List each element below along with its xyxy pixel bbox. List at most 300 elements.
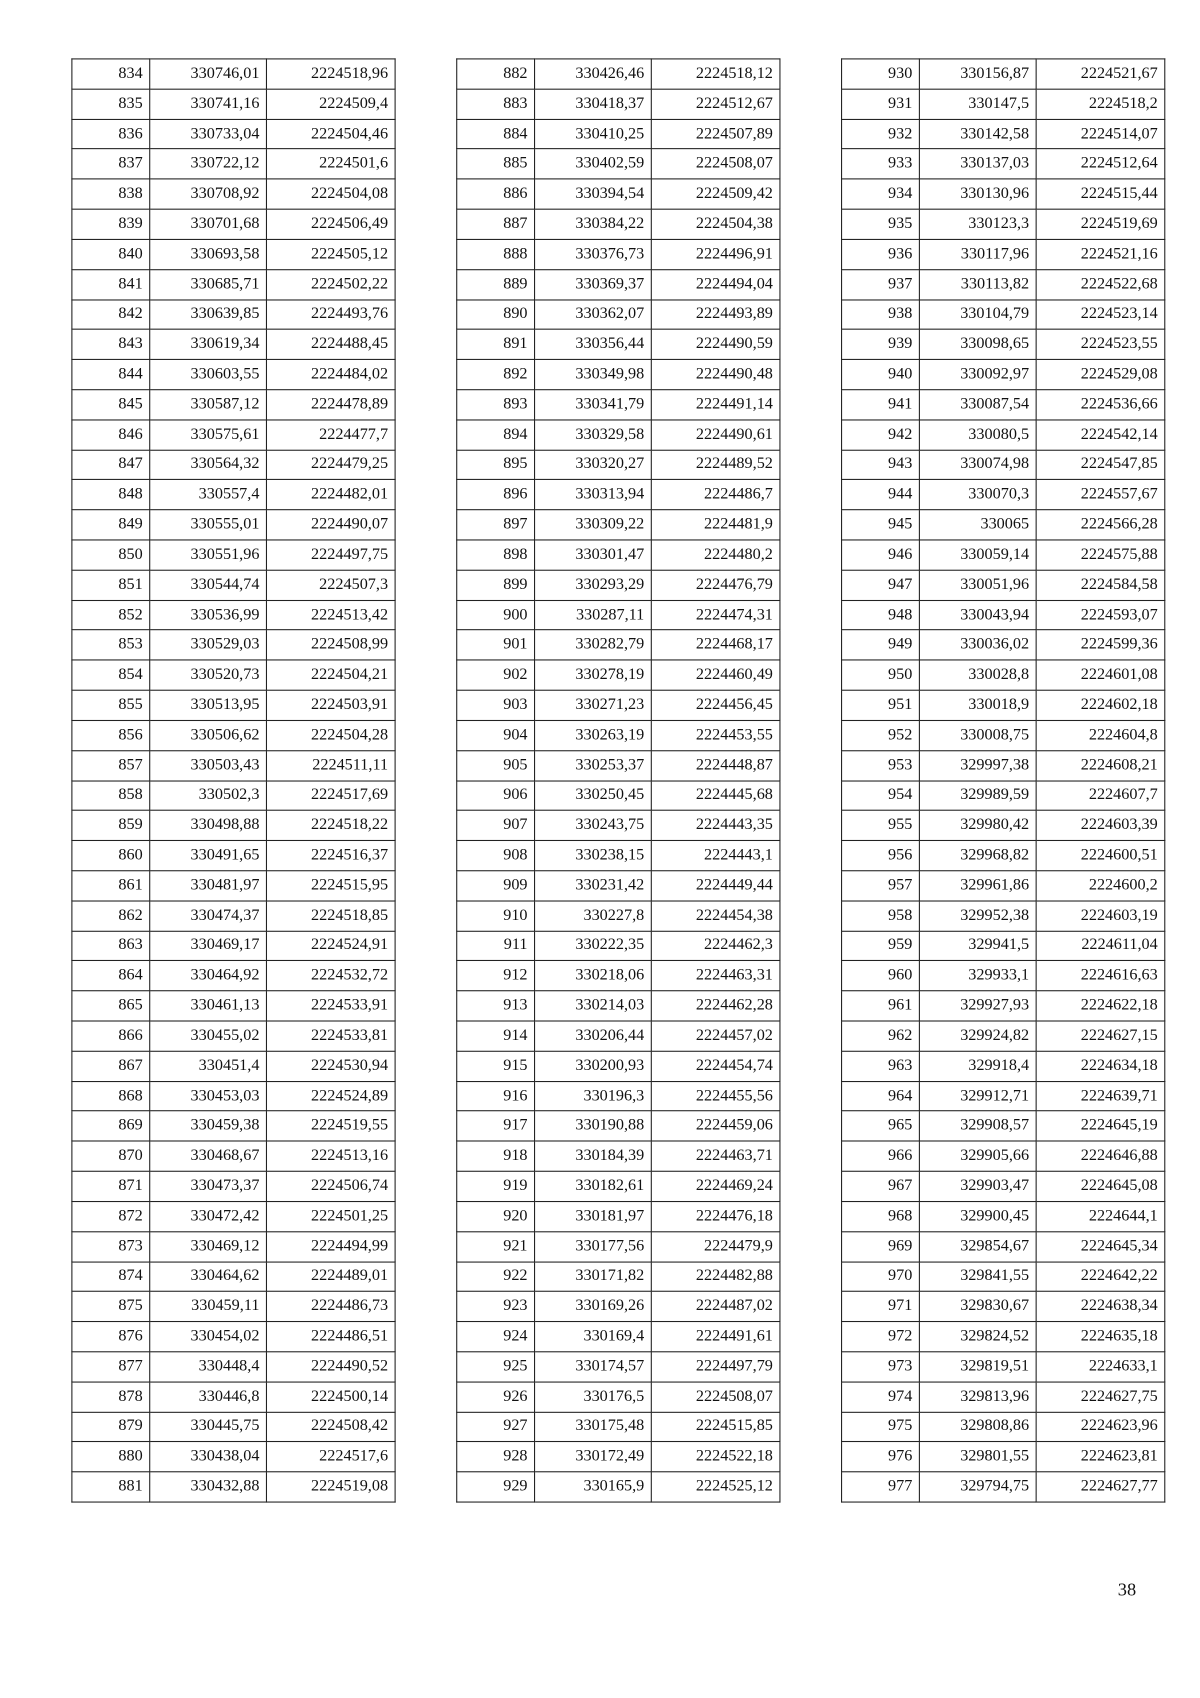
x-coordinate-cell: 330271,23	[535, 690, 652, 720]
point-number-cell: 915	[457, 1051, 535, 1081]
y-coordinate-cell: 2224511,11	[266, 750, 395, 780]
y-coordinate-cell: 2224557,67	[1036, 480, 1165, 510]
point-number-cell: 857	[72, 750, 150, 780]
table-row	[842, 1352, 1165, 1382]
table-row	[457, 1472, 780, 1502]
point-number-cell: 946	[842, 540, 920, 570]
y-coordinate-cell: 2224505,12	[266, 239, 395, 269]
point-number-cell: 928	[457, 1442, 535, 1472]
y-coordinate-cell: 2224508,07	[651, 1382, 780, 1412]
x-coordinate-cell: 330701,68	[150, 209, 267, 239]
table-row	[457, 1382, 780, 1412]
point-number-cell: 951	[842, 690, 920, 720]
table-row	[842, 1021, 1165, 1051]
x-coordinate-cell: 330544,74	[150, 570, 267, 600]
y-coordinate-cell: 2224523,55	[1036, 330, 1165, 360]
table-row	[457, 149, 780, 179]
y-coordinate-cell: 2224521,16	[1036, 239, 1165, 269]
table-row	[842, 780, 1165, 810]
y-coordinate-cell: 2224476,18	[651, 1201, 780, 1231]
table-row	[72, 991, 395, 1021]
y-coordinate-cell: 2224490,59	[651, 330, 780, 360]
x-coordinate-cell: 330028,8	[919, 660, 1036, 690]
y-coordinate-cell: 2224627,77	[1036, 1472, 1165, 1502]
table-row	[72, 59, 395, 89]
y-coordinate-cell: 2224523,14	[1036, 299, 1165, 329]
x-coordinate-cell: 330182,61	[535, 1171, 652, 1201]
point-number-cell: 954	[842, 780, 920, 810]
table-row	[72, 510, 395, 540]
y-coordinate-cell: 2224500,14	[266, 1382, 395, 1412]
x-coordinate-cell: 330459,11	[150, 1292, 267, 1322]
table-row	[457, 690, 780, 720]
x-coordinate-cell: 330243,75	[535, 811, 652, 841]
y-coordinate-cell: 2224494,04	[651, 269, 780, 299]
y-coordinate-cell: 2224547,85	[1036, 450, 1165, 480]
table-row	[72, 119, 395, 149]
table-row	[72, 1201, 395, 1231]
table-row	[457, 179, 780, 209]
table-row	[72, 1382, 395, 1412]
y-coordinate-cell: 2224487,02	[651, 1292, 780, 1322]
point-number-cell: 972	[842, 1322, 920, 1352]
table-row	[842, 630, 1165, 660]
table-row	[842, 390, 1165, 420]
table-row	[842, 901, 1165, 931]
point-number-cell: 958	[842, 901, 920, 931]
x-coordinate-cell: 330472,42	[150, 1201, 267, 1231]
table-row	[842, 961, 1165, 991]
x-coordinate-cell: 330448,4	[150, 1352, 267, 1382]
x-coordinate-cell: 330461,13	[150, 991, 267, 1021]
point-number-cell: 847	[72, 450, 150, 480]
x-coordinate-cell: 330238,15	[535, 841, 652, 871]
y-coordinate-cell: 2224533,91	[266, 991, 395, 1021]
y-coordinate-cell: 2224493,89	[651, 299, 780, 329]
table-row	[842, 811, 1165, 841]
table-row	[842, 89, 1165, 119]
table-row	[842, 269, 1165, 299]
table-row	[72, 239, 395, 269]
y-coordinate-cell: 2224607,7	[1036, 780, 1165, 810]
x-coordinate-cell: 330464,92	[150, 961, 267, 991]
y-coordinate-cell: 2224645,34	[1036, 1231, 1165, 1261]
table-row	[72, 720, 395, 750]
x-coordinate-cell: 329997,38	[919, 750, 1036, 780]
y-coordinate-cell: 2224524,91	[266, 931, 395, 961]
x-coordinate-cell: 330080,5	[919, 420, 1036, 450]
x-coordinate-cell: 330301,47	[535, 540, 652, 570]
point-number-cell: 860	[72, 841, 150, 871]
x-coordinate-cell: 330502,3	[150, 780, 267, 810]
y-coordinate-cell: 2224611,04	[1036, 931, 1165, 961]
table-row	[72, 89, 395, 119]
point-number-cell: 904	[457, 720, 535, 750]
y-coordinate-cell: 2224504,38	[651, 209, 780, 239]
x-coordinate-cell: 329924,82	[919, 1021, 1036, 1051]
table-row	[457, 961, 780, 991]
x-coordinate-cell: 330214,03	[535, 991, 652, 1021]
table-row	[842, 420, 1165, 450]
point-number-cell: 853	[72, 630, 150, 660]
x-coordinate-cell: 330503,43	[150, 750, 267, 780]
table-row	[457, 420, 780, 450]
point-number-cell: 974	[842, 1382, 920, 1412]
point-number-cell: 926	[457, 1382, 535, 1412]
x-coordinate-cell: 329908,57	[919, 1111, 1036, 1141]
point-number-cell: 910	[457, 901, 535, 931]
x-coordinate-cell: 330733,04	[150, 119, 267, 149]
point-number-cell: 880	[72, 1442, 150, 1472]
point-number-cell: 876	[72, 1322, 150, 1352]
table-row	[457, 841, 780, 871]
table-row	[842, 450, 1165, 480]
y-coordinate-cell: 2224455,56	[651, 1081, 780, 1111]
y-coordinate-cell: 2224497,79	[651, 1352, 780, 1382]
y-coordinate-cell: 2224566,28	[1036, 510, 1165, 540]
point-number-cell: 890	[457, 299, 535, 329]
y-coordinate-cell: 2224642,22	[1036, 1262, 1165, 1292]
table-row	[457, 1442, 780, 1472]
y-coordinate-cell: 2224448,87	[651, 750, 780, 780]
point-number-cell: 858	[72, 780, 150, 810]
table-row	[457, 239, 780, 269]
y-coordinate-cell: 2224443,1	[651, 841, 780, 871]
y-coordinate-cell: 2224454,38	[651, 901, 780, 931]
x-coordinate-cell: 330051,96	[919, 570, 1036, 600]
table-row	[72, 299, 395, 329]
table-row	[457, 59, 780, 89]
table-row	[842, 209, 1165, 239]
table-row	[72, 330, 395, 360]
point-number-cell: 941	[842, 390, 920, 420]
table-row	[457, 1352, 780, 1382]
x-coordinate-cell: 329903,47	[919, 1171, 1036, 1201]
y-coordinate-cell: 2224497,75	[266, 540, 395, 570]
point-number-cell: 843	[72, 330, 150, 360]
point-number-cell: 897	[457, 510, 535, 540]
y-coordinate-cell: 2224533,81	[266, 1021, 395, 1051]
x-coordinate-cell: 330506,62	[150, 720, 267, 750]
y-coordinate-cell: 2224462,28	[651, 991, 780, 1021]
y-coordinate-cell: 2224482,88	[651, 1262, 780, 1292]
point-number-cell: 942	[842, 420, 920, 450]
y-coordinate-cell: 2224514,07	[1036, 119, 1165, 149]
y-coordinate-cell: 2224490,48	[651, 360, 780, 390]
y-coordinate-cell: 2224575,88	[1036, 540, 1165, 570]
point-number-cell: 921	[457, 1231, 535, 1261]
y-coordinate-cell: 2224476,79	[651, 570, 780, 600]
x-coordinate-cell: 330394,54	[535, 179, 652, 209]
x-coordinate-cell: 330231,42	[535, 871, 652, 901]
x-coordinate-cell: 329968,82	[919, 841, 1036, 871]
y-coordinate-cell: 2224509,42	[651, 179, 780, 209]
point-number-cell: 944	[842, 480, 920, 510]
y-coordinate-cell: 2224477,7	[266, 420, 395, 450]
x-coordinate-cell: 329808,86	[919, 1412, 1036, 1442]
point-number-cell: 903	[457, 690, 535, 720]
point-number-cell: 955	[842, 811, 920, 841]
table-row	[72, 750, 395, 780]
table-row	[457, 269, 780, 299]
x-coordinate-cell: 330587,12	[150, 390, 267, 420]
point-number-cell: 966	[842, 1141, 920, 1171]
x-coordinate-cell: 329927,93	[919, 991, 1036, 1021]
table-row	[72, 450, 395, 480]
table-row	[72, 1322, 395, 1352]
x-coordinate-cell: 329824,52	[919, 1322, 1036, 1352]
table-row	[842, 991, 1165, 1021]
point-number-cell: 936	[842, 239, 920, 269]
point-number-cell: 884	[457, 119, 535, 149]
y-coordinate-cell: 2224522,18	[651, 1442, 780, 1472]
x-coordinate-cell: 330451,4	[150, 1051, 267, 1081]
y-coordinate-cell: 2224507,3	[266, 570, 395, 600]
y-coordinate-cell: 2224474,31	[651, 600, 780, 630]
x-coordinate-cell: 330227,8	[535, 901, 652, 931]
table-row	[72, 1262, 395, 1292]
y-coordinate-cell: 2224479,25	[266, 450, 395, 480]
x-coordinate-cell: 330536,99	[150, 600, 267, 630]
point-number-cell: 905	[457, 750, 535, 780]
point-number-cell: 851	[72, 570, 150, 600]
x-coordinate-cell: 330293,29	[535, 570, 652, 600]
x-coordinate-cell: 330557,4	[150, 480, 267, 510]
table-row	[457, 450, 780, 480]
x-coordinate-cell: 330113,82	[919, 269, 1036, 299]
y-coordinate-cell: 2224516,37	[266, 841, 395, 871]
point-number-cell: 953	[842, 750, 920, 780]
table-row	[457, 1111, 780, 1141]
y-coordinate-cell: 2224644,1	[1036, 1201, 1165, 1231]
y-coordinate-cell: 2224525,12	[651, 1472, 780, 1502]
y-coordinate-cell: 2224463,71	[651, 1141, 780, 1171]
x-coordinate-cell: 330222,35	[535, 931, 652, 961]
table-row	[72, 179, 395, 209]
x-coordinate-cell: 329912,71	[919, 1081, 1036, 1111]
y-coordinate-cell: 2224521,67	[1036, 59, 1165, 89]
y-coordinate-cell: 2224490,52	[266, 1352, 395, 1382]
y-coordinate-cell: 2224623,81	[1036, 1442, 1165, 1472]
x-coordinate-cell: 330018,9	[919, 690, 1036, 720]
point-number-cell: 855	[72, 690, 150, 720]
point-number-cell: 961	[842, 991, 920, 1021]
y-coordinate-cell: 2224488,45	[266, 330, 395, 360]
point-number-cell: 838	[72, 179, 150, 209]
table-row	[72, 931, 395, 961]
x-coordinate-cell: 330320,27	[535, 450, 652, 480]
x-coordinate-cell: 330123,3	[919, 209, 1036, 239]
y-coordinate-cell: 2224508,07	[651, 149, 780, 179]
y-coordinate-cell: 2224445,68	[651, 780, 780, 810]
y-coordinate-cell: 2224646,88	[1036, 1141, 1165, 1171]
x-coordinate-cell: 330438,04	[150, 1442, 267, 1472]
point-number-cell: 864	[72, 961, 150, 991]
y-coordinate-cell: 2224459,06	[651, 1111, 780, 1141]
point-number-cell: 899	[457, 570, 535, 600]
point-number-cell: 839	[72, 209, 150, 239]
point-number-cell: 925	[457, 1352, 535, 1382]
y-coordinate-cell: 2224506,49	[266, 209, 395, 239]
x-coordinate-cell: 330059,14	[919, 540, 1036, 570]
table-row	[457, 1201, 780, 1231]
table-row	[842, 1472, 1165, 1502]
table-row	[457, 299, 780, 329]
point-number-cell: 948	[842, 600, 920, 630]
table-row	[457, 811, 780, 841]
point-number-cell: 914	[457, 1021, 535, 1051]
y-coordinate-cell: 2224484,02	[266, 360, 395, 390]
point-number-cell: 875	[72, 1292, 150, 1322]
y-coordinate-cell: 2224508,42	[266, 1412, 395, 1442]
table-row	[842, 1382, 1165, 1412]
y-coordinate-cell: 2224518,12	[651, 59, 780, 89]
table-row	[72, 1412, 395, 1442]
x-coordinate-cell: 330169,26	[535, 1292, 652, 1322]
x-coordinate-cell: 330172,49	[535, 1442, 652, 1472]
point-number-cell: 902	[457, 660, 535, 690]
x-coordinate-cell: 330454,02	[150, 1322, 267, 1352]
point-number-cell: 939	[842, 330, 920, 360]
table-row	[72, 390, 395, 420]
y-coordinate-cell: 2224501,25	[266, 1201, 395, 1231]
point-number-cell: 959	[842, 931, 920, 961]
y-coordinate-cell: 2224536,66	[1036, 390, 1165, 420]
x-coordinate-cell: 330639,85	[150, 299, 267, 329]
x-coordinate-cell: 330741,16	[150, 89, 267, 119]
y-coordinate-cell: 2224512,67	[651, 89, 780, 119]
table-row	[72, 690, 395, 720]
y-coordinate-cell: 2224635,18	[1036, 1322, 1165, 1352]
point-number-cell: 975	[842, 1412, 920, 1442]
x-coordinate-cell: 330196,3	[535, 1081, 652, 1111]
y-coordinate-cell: 2224633,1	[1036, 1352, 1165, 1382]
x-coordinate-cell: 330165,9	[535, 1472, 652, 1502]
point-number-cell: 977	[842, 1472, 920, 1502]
table-row	[842, 1081, 1165, 1111]
x-coordinate-cell: 330137,03	[919, 149, 1036, 179]
x-coordinate-cell: 329952,38	[919, 901, 1036, 931]
y-coordinate-cell: 2224449,44	[651, 871, 780, 901]
point-number-cell: 856	[72, 720, 150, 750]
y-coordinate-cell: 2224503,91	[266, 690, 395, 720]
table-row	[72, 780, 395, 810]
point-number-cell: 919	[457, 1171, 535, 1201]
x-coordinate-cell: 329989,59	[919, 780, 1036, 810]
table-row	[842, 1292, 1165, 1322]
point-number-cell: 968	[842, 1201, 920, 1231]
point-number-cell: 865	[72, 991, 150, 1021]
point-number-cell: 969	[842, 1231, 920, 1261]
coordinates-table-1	[71, 58, 395, 1502]
table-row	[457, 720, 780, 750]
y-coordinate-cell: 2224600,51	[1036, 841, 1165, 871]
y-coordinate-cell: 2224462,3	[651, 931, 780, 961]
y-coordinate-cell: 2224517,69	[266, 780, 395, 810]
point-number-cell: 937	[842, 269, 920, 299]
point-number-cell: 898	[457, 540, 535, 570]
table-row	[842, 1442, 1165, 1472]
table-row	[72, 1472, 395, 1502]
table-row	[457, 1141, 780, 1171]
y-coordinate-cell: 2224508,99	[266, 630, 395, 660]
table-row	[72, 149, 395, 179]
point-number-cell: 923	[457, 1292, 535, 1322]
table-row	[72, 1141, 395, 1171]
x-coordinate-cell: 330551,96	[150, 540, 267, 570]
point-number-cell: 859	[72, 811, 150, 841]
table-row	[842, 600, 1165, 630]
point-number-cell: 896	[457, 480, 535, 510]
y-coordinate-cell: 2224634,18	[1036, 1051, 1165, 1081]
point-number-cell: 917	[457, 1111, 535, 1141]
table-row	[72, 1442, 395, 1472]
point-number-cell: 836	[72, 119, 150, 149]
x-coordinate-cell: 329794,75	[919, 1472, 1036, 1502]
x-coordinate-cell: 329813,96	[919, 1382, 1036, 1412]
y-coordinate-cell: 2224463,31	[651, 961, 780, 991]
y-coordinate-cell: 2224584,58	[1036, 570, 1165, 600]
point-number-cell: 852	[72, 600, 150, 630]
point-number-cell: 870	[72, 1141, 150, 1171]
table-row	[842, 510, 1165, 540]
point-number-cell: 889	[457, 269, 535, 299]
point-number-cell: 960	[842, 961, 920, 991]
y-coordinate-cell: 2224604,8	[1036, 720, 1165, 750]
y-coordinate-cell: 2224456,45	[651, 690, 780, 720]
y-coordinate-cell: 2224522,68	[1036, 269, 1165, 299]
x-coordinate-cell: 330313,94	[535, 480, 652, 510]
x-coordinate-cell: 330176,5	[535, 1382, 652, 1412]
y-coordinate-cell: 2224608,21	[1036, 750, 1165, 780]
table-row	[72, 540, 395, 570]
x-coordinate-cell: 330043,94	[919, 600, 1036, 630]
point-number-cell: 891	[457, 330, 535, 360]
point-number-cell: 943	[842, 450, 920, 480]
y-coordinate-cell: 2224529,08	[1036, 360, 1165, 390]
table-row	[842, 330, 1165, 360]
y-coordinate-cell: 2224482,01	[266, 480, 395, 510]
point-number-cell: 912	[457, 961, 535, 991]
point-number-cell: 933	[842, 149, 920, 179]
point-number-cell: 863	[72, 931, 150, 961]
point-number-cell: 963	[842, 1051, 920, 1081]
x-coordinate-cell: 330455,02	[150, 1021, 267, 1051]
point-number-cell: 835	[72, 89, 150, 119]
x-coordinate-cell: 330453,03	[150, 1081, 267, 1111]
table-row	[72, 1021, 395, 1051]
y-coordinate-cell: 2224601,08	[1036, 660, 1165, 690]
table-row	[842, 570, 1165, 600]
point-number-cell: 965	[842, 1111, 920, 1141]
y-coordinate-cell: 2224513,16	[266, 1141, 395, 1171]
x-coordinate-cell: 329801,55	[919, 1442, 1036, 1472]
table-row	[457, 1292, 780, 1322]
coordinates-table-2	[456, 58, 780, 1502]
point-number-cell: 894	[457, 420, 535, 450]
table-row	[457, 931, 780, 961]
point-number-cell: 920	[457, 1201, 535, 1231]
point-number-cell: 862	[72, 901, 150, 931]
point-number-cell: 834	[72, 59, 150, 89]
x-coordinate-cell: 330282,79	[535, 630, 652, 660]
point-number-cell: 846	[72, 420, 150, 450]
y-coordinate-cell: 2224479,9	[651, 1231, 780, 1261]
y-coordinate-cell: 2224519,69	[1036, 209, 1165, 239]
x-coordinate-cell: 330156,87	[919, 59, 1036, 89]
point-number-cell: 882	[457, 59, 535, 89]
table-row	[457, 570, 780, 600]
